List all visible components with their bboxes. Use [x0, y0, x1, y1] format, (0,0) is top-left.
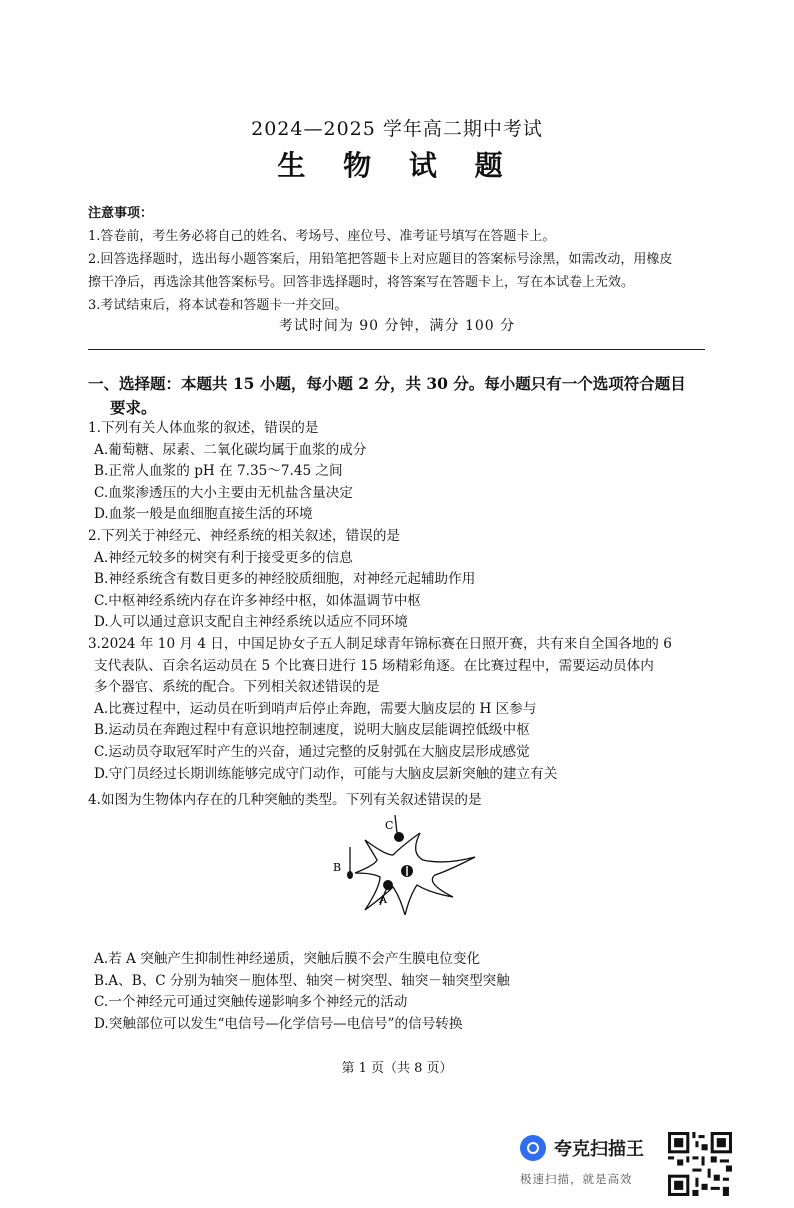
option-c: C.中枢神经系统内存在许多神经中枢，如体温调节中枢 — [94, 592, 421, 609]
qr-code-icon — [668, 1132, 732, 1196]
note-item: 擦干净后，再选涂其他答案标号。回答非选择题时，将答案写在答题卡上，写在本试卷上无效。 — [88, 275, 635, 290]
option-b: B.正常人血浆的 pH 在 7.35～7.45 之间 — [94, 463, 343, 480]
option-d: D.突触部位可以发生“电信号—化学信号—电信号”的信号转换 — [94, 1015, 463, 1032]
question-stem: 2.下列关于神经元、神经系统的相关叙述，错误的是 — [88, 528, 401, 544]
label-b: B — [333, 861, 342, 874]
scanner-watermark — [520, 1135, 665, 1195]
option-c: C.血浆渗透压的大小主要由无机盐含量决定 — [94, 484, 353, 501]
question-3 — [88, 634, 718, 785]
notes-heading: 注意事项： — [88, 206, 154, 221]
section-heading-line1: 一、选择题：本题共 15 小题，每小题 2 分，共 30 分。每小题只有一个选项符合题目 — [88, 374, 686, 393]
axon-c — [395, 815, 397, 833]
synapse-knob-a — [383, 880, 393, 890]
option-a: A.葡萄糖、尿素、二氧化碳均属于血浆的成分 — [94, 441, 367, 458]
option-a: A.比赛过程中，运动员在听到哨声后停止奔跑，需要大脑皮层的 H 区参与 — [94, 700, 537, 717]
synapse-diagram — [325, 815, 485, 915]
question-stem: 3.2024 年 10 月 4 日，中国足协女子五人制足球青年锦标赛在日照开赛，共有来自全国各地的 6 — [88, 636, 672, 652]
option-c: C.一个神经元可通过突触传递影响多个神经元的活动 — [94, 994, 408, 1011]
question-1 — [88, 418, 718, 526]
subject-title: 生 物 试 题 — [277, 149, 517, 182]
question-2 — [88, 526, 718, 634]
note-item: 1.答卷前，考生务必将自己的姓名、考场号、座位号、准考证号填写在答题卡上。 — [88, 229, 556, 244]
brand-name: 夸克扫描王 — [554, 1139, 644, 1160]
question-stem: 4.如图为生物体内存在的几种突触的类型。下列有关叙述错误的是 — [88, 792, 482, 808]
question-4-options — [88, 949, 718, 1035]
label-c: C — [385, 819, 394, 832]
section-heading-line2: 要求。 — [110, 398, 157, 417]
question-stem: 多个器官、系统的配合。下列相关叙述错误的是 — [94, 679, 380, 696]
page-footer: 第 1 页（共 8 页） — [341, 1061, 453, 1076]
option-b: B.A、B、C 分别为轴突－胞体型、轴突－树突型、轴突－轴突型突触 — [94, 972, 510, 989]
option-a: A.神经元较多的树突有利于接受更多的信息 — [94, 549, 353, 566]
option-d: D.守门员经过长期训练能够完成守门动作，可能与大脑皮层新突触的建立有关 — [94, 765, 558, 782]
option-a: A.若 A 突触产生抑制性神经递质，突触后膜不会产生膜电位变化 — [94, 951, 481, 967]
section-heading — [88, 372, 713, 420]
exam-title: 2024—2025 学年高二期中考试 — [251, 118, 543, 140]
label-a: A — [379, 893, 387, 906]
option-d: D.人可以通过意识支配自主神经系统以适应不同环境 — [94, 614, 408, 631]
synapse-knob-b — [347, 871, 353, 879]
note-item: 3.考试结束后，将本试卷和答题卡一并交回。 — [88, 298, 348, 313]
question-stem: 支代表队、百余名运动员在 5 个比赛日进行 15 场精彩角逐。在比赛过程中，需要运动员体内 — [94, 657, 654, 674]
question-4 — [88, 790, 718, 812]
option-c: C.运动员夺取冠军时产生的兴奋，通过完整的反射弧在大脑皮层形成感觉 — [94, 743, 530, 760]
option-d: D.血浆一般是血细胞直接生活的环境 — [94, 506, 313, 523]
exam-time-info: 考试时间为 90 分钟，满分 100 分 — [278, 318, 516, 334]
notes-section — [88, 202, 708, 317]
neuron-outline — [355, 833, 475, 915]
option-b: B.神经系统含有数目更多的神经胶质细胞，对神经元起辅助作用 — [94, 571, 476, 588]
brand-slogan: 极速扫描，就是高效 — [520, 1172, 633, 1186]
note-item: 2.回答选择题时，选出每小题答案后，用铅笔把答题卡上对应题目的答案标号涂黑，如需改动，用橡皮 — [88, 252, 673, 267]
quark-logo-icon — [520, 1135, 546, 1161]
option-b: B.运动员在奔跑过程中有意识地控制速度，说明大脑皮层能调控低级中枢 — [94, 722, 530, 739]
question-stem: 1.下列有关人体血浆的叙述，错误的是 — [88, 420, 319, 436]
synapse-knob-c — [394, 832, 404, 842]
divider-line — [88, 349, 705, 350]
